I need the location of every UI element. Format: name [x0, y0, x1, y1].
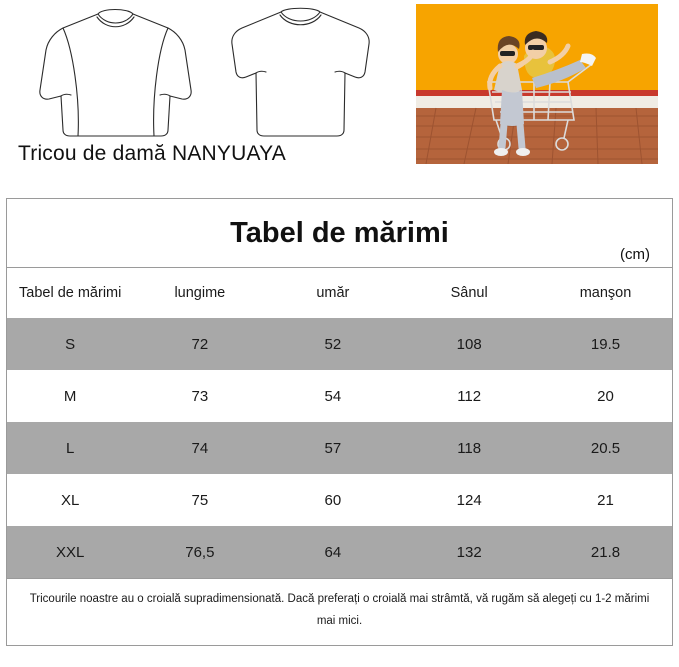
table-header-row	[7, 268, 672, 318]
size-table-title: Tabel de mărimi	[230, 217, 449, 249]
tshirt-icon	[213, 2, 388, 142]
cell-bust: 124	[399, 474, 539, 526]
garment-illustrations	[28, 2, 388, 142]
size-table-card	[6, 198, 673, 646]
cell-length: 74	[133, 422, 266, 474]
cell-length: 73	[133, 370, 266, 422]
model-photo	[416, 4, 658, 164]
table-row	[7, 318, 672, 370]
cell-sleeve: 21	[539, 474, 672, 526]
unit-label: (cm)	[620, 246, 650, 263]
cell-bust: 112	[399, 370, 539, 422]
size-table	[7, 268, 672, 578]
tshirt-illustration	[213, 2, 388, 142]
table-row	[7, 526, 672, 578]
product-title: Tricou de damă NANYUAYA	[18, 142, 286, 165]
sweatshirt-icon	[28, 2, 203, 142]
cell-size: L	[7, 422, 133, 474]
cell-bust: 118	[399, 422, 539, 474]
header-section	[0, 0, 679, 190]
cell-size: M	[7, 370, 133, 422]
column-header-bust: Sânul	[399, 268, 539, 318]
cell-sleeve: 20	[539, 370, 672, 422]
cell-length: 76,5	[133, 526, 266, 578]
table-row	[7, 422, 672, 474]
photo-illustration	[416, 4, 658, 164]
cell-size: XXL	[7, 526, 133, 578]
cell-shoulder: 54	[266, 370, 399, 422]
column-header-size: Tabel de mărimi	[7, 268, 133, 318]
cell-shoulder: 52	[266, 318, 399, 370]
cell-length: 72	[133, 318, 266, 370]
fit-note: Tricourile noastre au o croială supradimensionată. Dacă preferați o croială mai strâmtă, vă rugăm să alegeți cu 1-2 mărimi mai mici.	[7, 578, 672, 645]
cell-shoulder: 57	[266, 422, 399, 474]
cell-bust: 108	[399, 318, 539, 370]
cell-bust: 132	[399, 526, 539, 578]
cell-size: S	[7, 318, 133, 370]
cell-sleeve: 20.5	[539, 422, 672, 474]
column-header-length: lungime	[133, 268, 266, 318]
cell-shoulder: 64	[266, 526, 399, 578]
table-row	[7, 370, 672, 422]
cell-sleeve: 21.8	[539, 526, 672, 578]
size-table-header	[7, 199, 672, 268]
cell-size: XL	[7, 474, 133, 526]
column-header-sleeve: manşon	[539, 268, 672, 318]
cell-sleeve: 19.5	[539, 318, 672, 370]
column-header-shoulder: umăr	[266, 268, 399, 318]
table-row	[7, 474, 672, 526]
cell-length: 75	[133, 474, 266, 526]
sweatshirt-illustration	[28, 2, 203, 142]
cell-shoulder: 60	[266, 474, 399, 526]
